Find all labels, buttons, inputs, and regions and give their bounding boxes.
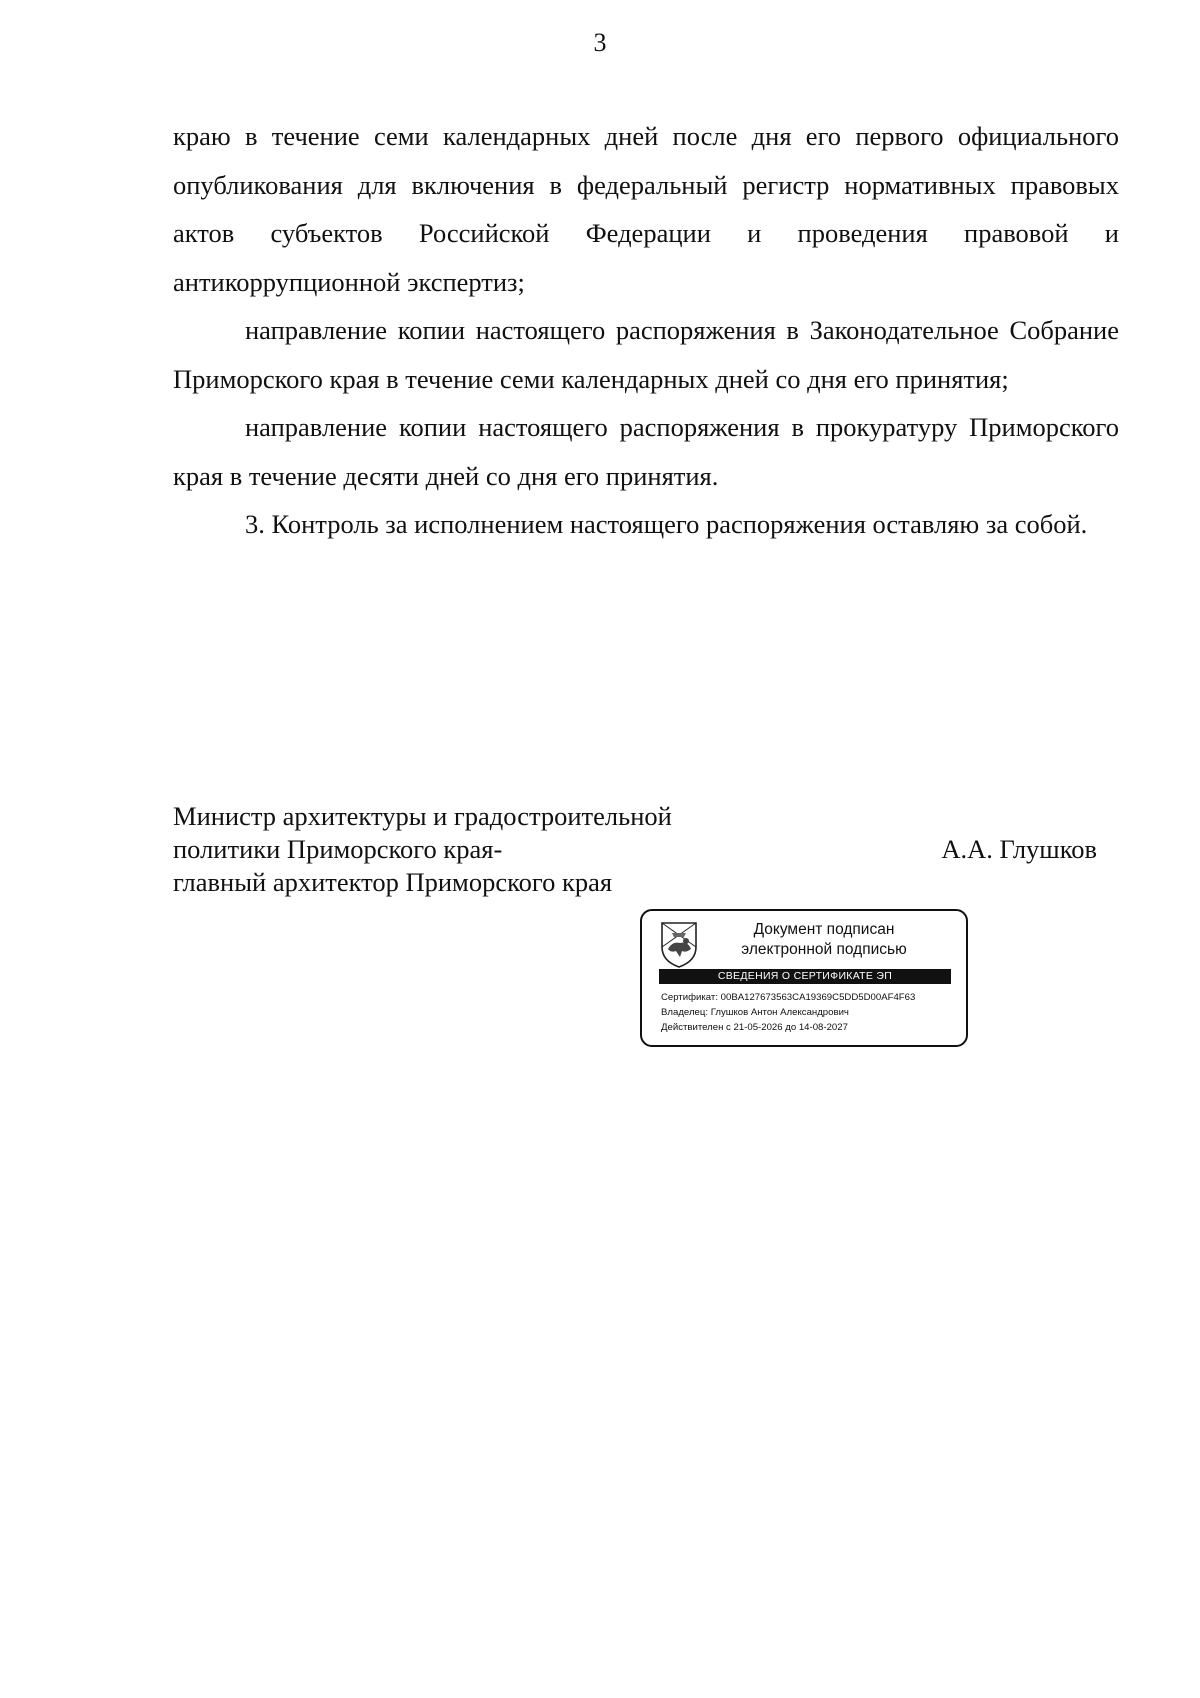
certificate-details bbox=[661, 990, 915, 1035]
body-paragraph: 3. Контроль за исполнением настоящего распоряжения оставляю за собой. bbox=[245, 509, 1088, 539]
electronic-signature-stamp bbox=[640, 909, 968, 1047]
stamp-heading-line: электронной подписью bbox=[741, 941, 907, 958]
signatory-title bbox=[173, 800, 813, 899]
certificate-owner: Владелец: Глушков Антон Александрович bbox=[661, 1007, 849, 1018]
certificate-info-bar: СВЕДЕНИЯ О СЕРТИФИКАТЕ ЭП bbox=[659, 969, 951, 984]
body-paragraph: краю в течение семи календарных дней после дня его первого официального опубликования для включения в федеральный регистр нормативных правовых актов субъектов Российской Федерации и проведения правовой и антикоррупционной экспертиз; bbox=[173, 121, 1119, 297]
page-number: 3 bbox=[593, 28, 607, 57]
document-body bbox=[173, 112, 1119, 549]
body-paragraph: направление копии настоящего распоряжения в Законодательное Собрание Приморского края в течение семи календарных дней со дня его принятия; bbox=[173, 315, 1119, 394]
certificate-validity: Действителен с 21-05-2026 до 14-08-2027 bbox=[661, 1022, 848, 1033]
signatory-title-line: главный архитектор Приморского края bbox=[173, 867, 613, 897]
signatory-name: А.А. Глушков bbox=[941, 834, 1097, 864]
certificate-number: Сертификат: 00BA127673563CA19369C5DD5D00AF4F63 bbox=[661, 992, 916, 1003]
signatory-title-line: политики Приморского края- bbox=[173, 834, 503, 864]
body-paragraph: направление копии настоящего распоряжения в прокуратуру Приморского края в течение десяти дней со дня его принятия. bbox=[173, 412, 1119, 491]
coat-of-arms-icon bbox=[656, 919, 702, 969]
signature-block bbox=[173, 800, 1119, 899]
stamp-heading-line: Документ подписан bbox=[753, 921, 895, 938]
signatory-title-line: Министр архитектуры и градостроительной bbox=[173, 801, 672, 831]
stamp-heading bbox=[704, 920, 944, 960]
